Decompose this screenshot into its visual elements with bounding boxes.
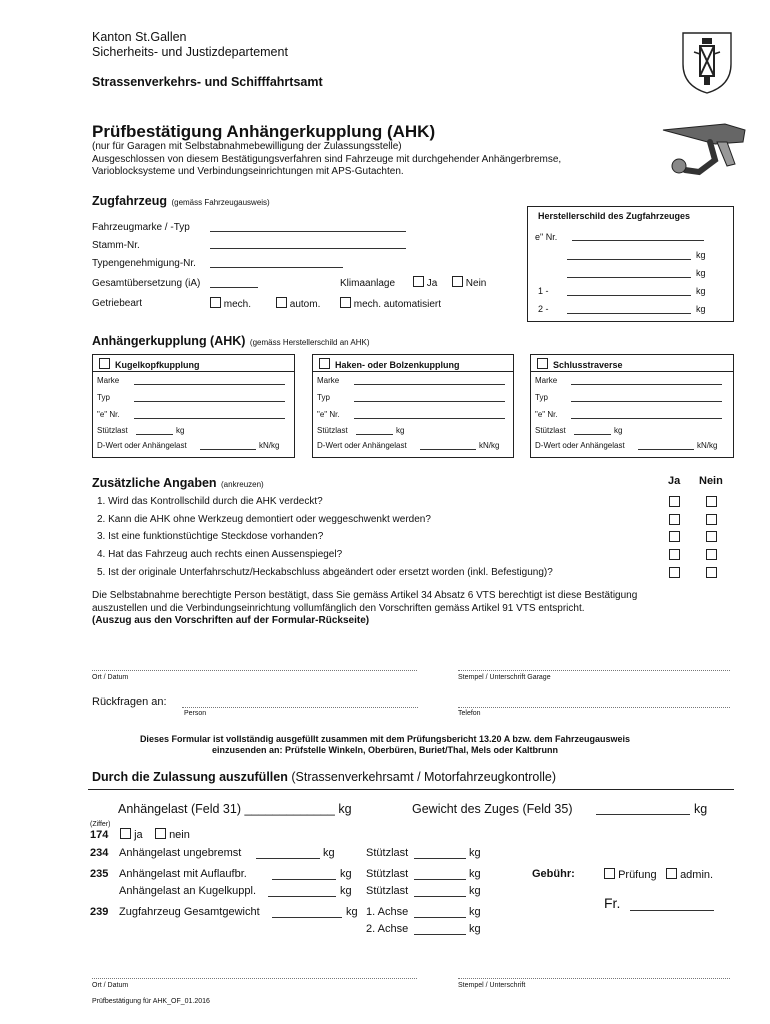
anhaengelast-ungebremst-field[interactable] [256, 858, 320, 859]
question-5: 5. Ist der originale Unterfahrschutz/Heckabschluss abgeändert oder ersetzt worden (inkl. Befestigung)? [97, 567, 553, 578]
question-1: 1. Wird das Kontrollschild durch die AHK verdeckt? [97, 496, 323, 507]
ort-datum-field[interactable] [92, 670, 417, 671]
label-dwert: D-Wert oder Anhängelast [317, 441, 407, 450]
office-name: Strassenverkehrs- und Schifffahrtsamt [92, 75, 323, 89]
kg-unit: kg [176, 426, 185, 435]
label-anhaengelast-auflaufbr: Anhängelast mit Auflaufbr. [119, 868, 247, 880]
achse-2-field[interactable] [414, 934, 466, 935]
kg-unit: kg [469, 868, 481, 880]
field-typengenehmigung[interactable] [210, 267, 343, 268]
ahk-kugelkopf-enr-field[interactable] [134, 418, 285, 419]
ziffer-239: 239 [90, 906, 109, 918]
gebuehr-admin-checkbox[interactable] [666, 868, 677, 879]
field-stamm-nr[interactable] [210, 248, 406, 249]
getriebe-mech-checkbox[interactable] [210, 297, 221, 308]
canton-coat-of-arms-icon [680, 30, 734, 96]
gewicht-zug-label: Gewicht des Zuges (Feld 35) [412, 802, 573, 816]
stempel-garage-field[interactable] [458, 670, 730, 671]
tow-hitch-icon [655, 120, 750, 190]
label-stuetzlast: Stützlast [366, 868, 409, 880]
person-label: Person [184, 710, 207, 717]
column-ja-header: Ja [668, 475, 681, 487]
label-klimaanlage: Klimaanlage [340, 278, 396, 289]
question-3-ja-checkbox[interactable] [669, 531, 680, 542]
question-3: 3. Ist eine funktionstüchtige Steckdose vorhanden? [97, 531, 324, 542]
stuetzlast-field-3[interactable] [414, 896, 466, 897]
kg-unit: kg [469, 847, 481, 859]
ziffer-label: (Ziffer) [90, 821, 111, 828]
section-zusatz-heading: Zusätzliche Angaben (ankreuzen) [92, 476, 264, 490]
question-4-ja-checkbox[interactable] [669, 549, 680, 560]
label-dwert: D-Wert oder Anhängelast [535, 441, 625, 450]
getriebe-mech-option[interactable]: mech. [210, 297, 251, 310]
footer-stempel-field[interactable] [458, 978, 730, 979]
question-2-ja-checkbox[interactable] [669, 514, 680, 525]
label-stuetzlast: Stützlast [97, 426, 128, 435]
label-anhaengelast-kugelkuppl: Anhängelast an Kugelkuppl. [119, 885, 256, 897]
ahk-schlusstraverse-option[interactable]: Schlusstraverse [537, 358, 623, 370]
174-nein-checkbox[interactable] [155, 828, 166, 839]
question-5-nein-checkbox[interactable] [706, 567, 717, 578]
ahk-kugelkopf-marke-field[interactable] [134, 384, 285, 385]
kn-kg-unit: kN/kg [697, 441, 718, 450]
kg-unit: kg [696, 268, 706, 278]
title-note: (nur für Garagen mit Selbstabnahmebewilligung der Zulassungsstelle) [92, 141, 402, 152]
ahk-schlusstraverse-checkbox[interactable] [537, 358, 548, 369]
section-zugfahrzeug-heading: Zugfahrzeug (gemäss Fahrzeugausweis) [92, 194, 270, 208]
174-ja-option[interactable]: ja [120, 828, 143, 841]
form-code: Prüfbestätigung für AHK_OF_01.2016 [92, 998, 210, 1005]
rueckfragen-label: Rückfragen an: [92, 696, 167, 708]
section-top-rule [88, 789, 734, 790]
ahk-haken-dwert-field[interactable] [420, 449, 476, 450]
confirmation-line-1: Die Selbstabnahme berechtigte Person bestätigt, dass Sie gemäss Artikel 34 Absatz 6 VTS berechtigt ist diese Bestätigung [92, 590, 638, 601]
ziffer-235: 235 [90, 868, 109, 880]
anhaengelast-kugelkuppl-field[interactable] [268, 896, 336, 897]
herstellerschild-kg-field-1[interactable] [567, 259, 691, 260]
kg-unit: kg [340, 868, 352, 880]
ahk-haken-marke-field[interactable] [354, 384, 505, 385]
kg-unit: kg [469, 923, 481, 935]
question-1-ja-checkbox[interactable] [669, 496, 680, 507]
herstellerschild-achse-1-field[interactable] [567, 295, 691, 296]
174-ja-checkbox[interactable] [120, 828, 131, 839]
kg-unit: kg [340, 885, 352, 897]
herstellerschild-enr-label: e" Nr. [535, 232, 558, 242]
submission-notice-line-1: Dieses Formular ist vollständig ausgefüllt zusammen mit dem Prüfungsbericht 13.20 A bzw. dem Fahrzeugausweis [139, 734, 631, 744]
achse-1-field[interactable] [414, 917, 466, 918]
label-marke: Marke [317, 376, 340, 385]
telefon-label: Telefon [458, 710, 481, 717]
department-name: Sicherheits- und Justizdepartement [92, 45, 288, 59]
getriebe-mech-autom-checkbox[interactable] [340, 297, 351, 308]
kg-unit: kg [469, 906, 481, 918]
column-divider [312, 371, 514, 372]
klima-nein-checkbox[interactable] [452, 276, 463, 287]
ahk-schlusstraverse-marke-field[interactable] [571, 384, 722, 385]
kg-unit: kg [396, 426, 405, 435]
confirmation-line-3: (Auszug aus den Vorschriften auf der Formular-Rückseite) [92, 615, 370, 626]
person-field[interactable] [182, 707, 418, 708]
anhaengelast-feld31: Anhängelast (Feld 31) _____________ kg [118, 802, 352, 816]
ahk-kugelkopf-option[interactable]: Kugelkopfkupplung [99, 358, 200, 370]
canton-name: Kanton St.Gallen [92, 30, 187, 44]
kg-unit: kg [346, 906, 358, 918]
ahk-haken-stuetzlast-field[interactable] [356, 434, 393, 435]
question-2: 2. Kann die AHK ohne Werkzeug demontiert oder weggeschwenkt werden? [97, 514, 431, 525]
klima-ja-option[interactable]: Ja [413, 276, 437, 289]
herstellerschild-achse-2-field[interactable] [567, 313, 691, 314]
stuetzlast-field-1[interactable] [414, 858, 466, 859]
exclusion-line-1: Ausgeschlossen von diesem Bestätigungsverfahren sind Fahrzeuge mit durchgehender Anhängerbremse, [92, 154, 562, 165]
label-stuetzlast: Stützlast [317, 426, 348, 435]
label-typ: Typ [317, 393, 330, 402]
ahk-schlusstraverse-typ-field[interactable] [571, 401, 722, 402]
label-stamm-nr: Stamm-Nr. [92, 240, 140, 251]
label-enr: "e" Nr. [97, 410, 120, 419]
kg-unit: kg [696, 250, 706, 260]
label-stuetzlast: Stützlast [366, 885, 409, 897]
section-ahk-heading: Anhängerkupplung (AHK) (gemäss Herstellerschild an AHK) [92, 334, 370, 348]
question-2-nein-checkbox[interactable] [706, 514, 717, 525]
klima-nein-option[interactable]: Nein [452, 276, 486, 289]
column-divider [92, 371, 295, 372]
ahk-schlusstraverse-stuetzlast-field[interactable] [574, 434, 611, 435]
label-anhaengelast-ungebremst: Anhängelast ungebremst [119, 847, 242, 859]
ziffer-234: 234 [90, 847, 109, 859]
ahk-kugelkopf-stuetzlast-field[interactable] [136, 434, 173, 435]
footer-stempel-label: Stempel / Unterschrift [458, 982, 526, 989]
ahk-schlusstraverse-dwert-field[interactable] [638, 449, 694, 450]
ahk-schlusstraverse-enr-field[interactable] [571, 418, 722, 419]
herstellerschild-title: Herstellerschild des Zugfahrzeuges [538, 211, 691, 221]
footer-ort-datum-label: Ort / Datum [92, 982, 129, 989]
getriebe-mech-autom-option[interactable]: mech. automatisiert [340, 297, 441, 310]
ahk-kugelkopf-typ-field[interactable] [134, 401, 285, 402]
label-stuetzlast: Stützlast [535, 426, 566, 435]
fr-amount-field[interactable] [630, 910, 714, 911]
label-achse-1: 1. Achse [366, 906, 409, 918]
herstellerschild-enr-field[interactable] [572, 240, 704, 241]
label-typ: Typ [535, 393, 548, 402]
kn-kg-unit: kN/kg [479, 441, 500, 450]
label-gesamtuebersetzung: Gesamtübersetzung (iA) [92, 278, 201, 289]
question-5-ja-checkbox[interactable] [669, 567, 680, 578]
label-getriebeart: Getriebeart [92, 298, 143, 309]
getriebe-autom-checkbox[interactable] [276, 297, 287, 308]
stempel-garage-label: Stempel / Unterschrift Garage [458, 674, 551, 681]
klima-ja-checkbox[interactable] [413, 276, 424, 287]
label-typengenehmigung: Typengenehmigung-Nr. [92, 258, 196, 269]
herstellerschild-kg-field-2[interactable] [567, 277, 691, 278]
gebuehr-pruefung-checkbox[interactable] [604, 868, 615, 879]
submission-notice-line-2: einzusenden an: Prüfstelle Winkeln, Oberbüren, Buriet/Thal, Mels oder Kaltbrunn [212, 745, 558, 755]
label-zugfahrzeug-gesamtgewicht: Zugfahrzeug Gesamtgewicht [119, 906, 260, 918]
field-fahrzeugmarke[interactable] [210, 231, 406, 232]
ahk-kugelkopf-dwert-field[interactable] [200, 449, 256, 450]
ahk-haken-checkbox[interactable] [319, 358, 330, 369]
zugfahrzeug-gesamtgewicht-field[interactable] [272, 917, 342, 918]
confirmation-line-2: auszustellen und die Verbindungseinrichtung vollumfänglich den Vorschriften gemäss Artikel 91 VTS entspricht. [92, 603, 585, 614]
getriebe-autom-option[interactable]: autom. [276, 297, 320, 310]
question-4-nein-checkbox[interactable] [706, 549, 717, 560]
ort-datum-label: Ort / Datum [92, 674, 129, 681]
gebuehr-pruefung-option[interactable]: Prüfung [604, 868, 657, 881]
column-divider [530, 371, 734, 372]
ahk-haken-option[interactable]: Haken- oder Bolzenkupplung [319, 358, 460, 370]
question-4: 4. Hat das Fahrzeug auch rechts einen Aussenspiegel? [97, 549, 343, 560]
gewicht-zug-field[interactable] [596, 814, 690, 815]
achse-2-label: 2 - [538, 304, 549, 314]
exclusion-line-2: Varioblocksysteme und Verbindungseinrichtungen mit APS-Gutachten. [92, 166, 404, 177]
kg-unit: kg [696, 286, 706, 296]
telefon-field[interactable] [458, 707, 730, 708]
174-nein-option[interactable]: nein [155, 828, 190, 841]
fr-label: Fr. [604, 895, 621, 911]
column-nein-header: Nein [699, 475, 723, 487]
stuetzlast-field-2[interactable] [414, 879, 466, 880]
ziffer-174: 174 [90, 829, 109, 841]
footer-ort-datum-field[interactable] [92, 978, 417, 979]
label-enr: "e" Nr. [535, 410, 558, 419]
section-zulassung-heading: Durch die Zulassung auszufüllen (Strassenverkehrsamt / Motorfahrzeugkontrolle) [92, 770, 557, 784]
label-enr: "e" Nr. [317, 410, 340, 419]
gebuehr-label: Gebühr: [532, 868, 575, 880]
kn-kg-unit: kN/kg [259, 441, 280, 450]
kg-unit: kg [694, 802, 708, 816]
label-fahrzeugmarke: Fahrzeugmarke / -Typ [92, 222, 190, 233]
kg-unit: kg [323, 847, 335, 859]
label-marke: Marke [535, 376, 558, 385]
kg-unit: kg [614, 426, 623, 435]
ahk-haken-typ-field[interactable] [354, 401, 505, 402]
ahk-haken-enr-field[interactable] [354, 418, 505, 419]
gebuehr-admin-option[interactable]: admin. [666, 868, 713, 881]
ahk-kugelkopf-checkbox[interactable] [99, 358, 110, 369]
form-title: Prüfbestätigung Anhängerkupplung (AHK) [92, 122, 436, 141]
label-stuetzlast: Stützlast [366, 847, 409, 859]
label-typ: Typ [97, 393, 110, 402]
label-dwert: D-Wert oder Anhängelast [97, 441, 187, 450]
kg-unit: kg [469, 885, 481, 897]
anhaengelast-auflaufbr-field[interactable] [272, 879, 336, 880]
achse-1-label: 1 - [538, 286, 549, 296]
label-marke: Marke [97, 376, 120, 385]
question-3-nein-checkbox[interactable] [706, 531, 717, 542]
label-achse-2: 2. Achse [366, 923, 409, 935]
question-1-nein-checkbox[interactable] [706, 496, 717, 507]
kg-unit: kg [696, 304, 706, 314]
field-gesamtuebersetzung[interactable] [210, 287, 258, 288]
